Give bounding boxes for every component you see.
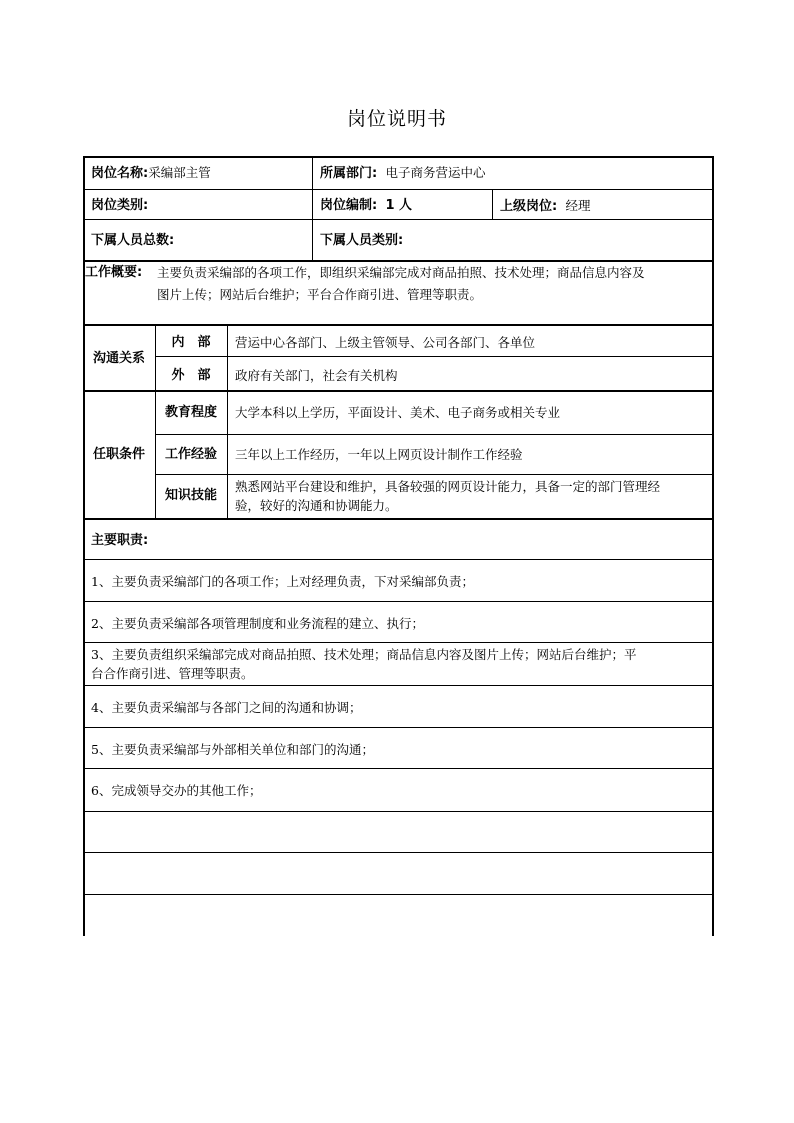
document-title: 岗位说明书 xyxy=(346,108,447,130)
internal-label: 内 部 xyxy=(171,335,211,350)
experience-label: 工作经验 xyxy=(164,447,217,462)
row-divider xyxy=(83,852,713,853)
row-divider xyxy=(83,811,713,812)
duty-item-1: 1、主要负责采编部门的各项工作；上对经理负责，下对采编部负责； xyxy=(91,574,474,589)
category-label: 岗位类别: xyxy=(91,198,149,213)
row-divider xyxy=(83,260,713,262)
position-name-cell xyxy=(83,164,312,182)
education-label: 教育程度 xyxy=(164,405,217,420)
row-divider xyxy=(83,601,713,602)
internal-value: 营运中心各部门、上级主管领导、公司各部门、各单位 xyxy=(235,335,536,350)
overview-line-2: 图片上传；网站后台维护；平台合作商引进、管理等职责。 xyxy=(157,287,483,302)
duties-label: 主要职责: xyxy=(91,533,149,548)
row-divider xyxy=(83,894,713,895)
communication-label: 沟通关系 xyxy=(92,351,145,366)
superior-label: 上级岗位: xyxy=(500,199,558,214)
external-value: 政府有关部门，社会有关机构 xyxy=(235,368,398,383)
row-divider xyxy=(83,324,713,326)
skills-line-2: 验，较好的沟通和协调能力。 xyxy=(235,498,398,513)
department-value: 电子商务营运中心 xyxy=(385,165,486,180)
row-divider xyxy=(83,727,713,728)
row-divider xyxy=(155,434,713,435)
duty-item-3-line-1: 3、主要负责组织采编部完成对商品拍照、技术处理；商品信息内容及图片上传；网站后台维护；平 xyxy=(91,647,637,662)
skills-label: 知识技能 xyxy=(164,488,217,503)
row-divider xyxy=(155,474,713,475)
row-divider xyxy=(83,642,713,643)
headcount-value: 1 人 xyxy=(385,198,413,213)
job-description-table xyxy=(83,156,713,936)
row-divider xyxy=(83,768,713,769)
table-top-border xyxy=(83,156,713,158)
subordinate-type-label: 下属人员类别: xyxy=(320,233,404,248)
external-label: 外 部 xyxy=(171,368,211,383)
education-value: 大学本科以上学历，平面设计、美术、电子商务或相关专业 xyxy=(235,405,561,420)
row-divider xyxy=(83,390,713,392)
superior-cell xyxy=(492,197,712,215)
qualifications-label: 任职条件 xyxy=(92,447,145,462)
row-divider xyxy=(83,189,713,190)
row-divider xyxy=(155,356,713,357)
experience-value: 三年以上工作经历，一年以上网页设计制作工作经验 xyxy=(235,447,523,462)
duty-item-3-line-2: 台合作商引进、管理等职责。 xyxy=(91,666,254,681)
department-cell xyxy=(312,164,712,182)
duty-item-4: 4、主要负责采编部与各部门之间的沟通和协调； xyxy=(91,700,362,715)
overview-line-1: 主要负责采编部的各项工作，即组织采编部完成对商品拍照、技术处理；商品信息内容及 xyxy=(157,265,645,280)
duty-item-6: 6、完成领导交办的其他工作； xyxy=(91,783,262,798)
skills-line-1: 熟悉网站平台建设和维护，具备较强的网页设计能力，具备一定的部门管理经 xyxy=(235,479,661,494)
row-divider xyxy=(83,685,713,686)
duty-item-2: 2、主要负责采编部各项管理制度和业务流程的建立、执行； xyxy=(91,616,424,631)
headcount-cell xyxy=(312,197,492,214)
subordinate-count-label: 下属人员总数: xyxy=(91,233,175,248)
duty-item-5: 5、主要负责采编部与外部相关单位和部门的沟通； xyxy=(91,742,374,757)
headcount-label: 岗位编制: xyxy=(320,198,378,213)
row-divider xyxy=(83,219,713,220)
row-divider xyxy=(83,559,713,560)
overview-label: 工作概要: xyxy=(85,265,143,280)
position-name-label: 岗位名称: xyxy=(91,166,149,181)
superior-value: 经理 xyxy=(565,198,591,213)
row-divider xyxy=(83,518,713,520)
position-name-value: 采编部主管 xyxy=(148,165,211,180)
department-label: 所属部门: xyxy=(320,166,378,181)
